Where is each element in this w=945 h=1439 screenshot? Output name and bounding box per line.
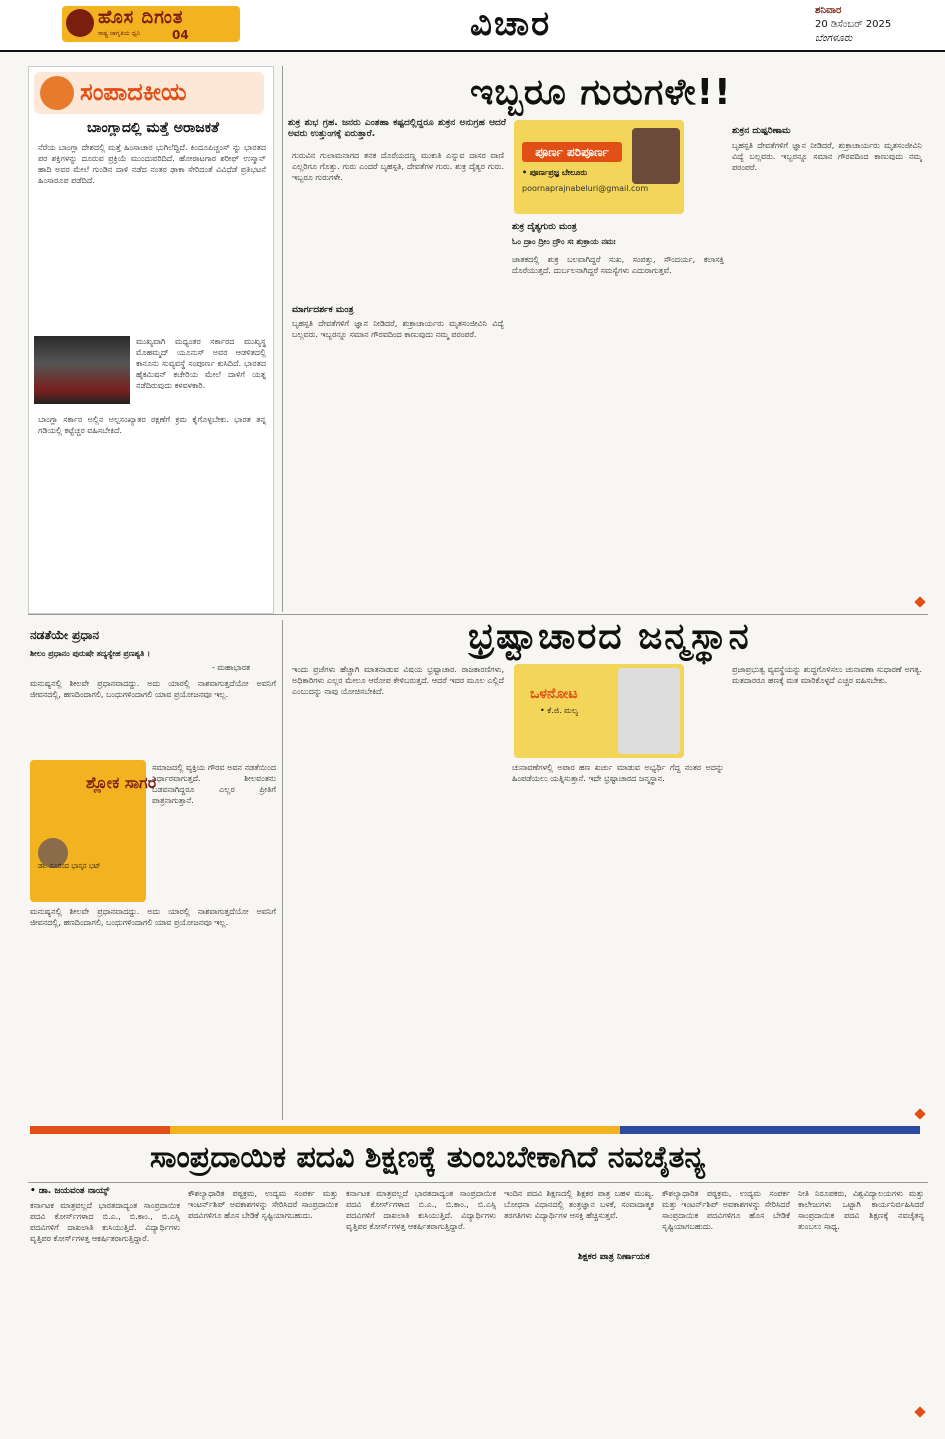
column2-author-photo <box>618 668 680 754</box>
date: 20 ಡಿಸೆಂಬರ್ 2025 <box>815 19 892 30</box>
day: ಶನಿವಾರ <box>815 5 842 16</box>
column1-headline: ಇಬ್ಬರೂ ಗುರುಗಳೇ!! <box>470 72 732 113</box>
column1-subhead-1: ಮಾರ್ಗದರ್ಶಕ ಮಂತ್ರ <box>292 305 354 315</box>
sloka-title: ಶ್ಲೋಕ ಸಾಗರ <box>86 773 157 792</box>
naite-body-3: ಮನುಷ್ಯನಲ್ಲಿ ಶೀಲವೇ ಪ್ರಧಾನವಾದದ್ದು. ಅದು ಯಾರಲ್ಲಿ ನಾಶವಾಗುತ್ತದೆಯೋ ಅವನಿಗೆ ಜೀವನದಲ್ಲಿ, ಹಣದಿಂದಾಗಲಿ, ಬಂಧುಗಳಿಂದಾಗಲಿ ಯಾವ ಪ್ರಯೋಜನವೂ ಇಲ್ಲ. <box>30 907 276 927</box>
column2-label: ಒಳನೋಟ <box>530 686 578 702</box>
section-title: ವಿಚಾರ <box>470 4 552 44</box>
naite-verse: ಶೀಲಂ ಪ್ರಧಾನಂ ಪುರುಷೇ ತದ್ಯಸ್ಯೇಹ ಪ್ರಣಶ್ಯತಿ । <box>30 649 151 658</box>
column1-label: ಪೂರ್ಣ ಪರಿಪೂರ್ಣ <box>522 142 622 162</box>
column1-body-2: ಬೃಹಸ್ಪತಿ ದೇವತೆಗಳಿಗೆ ಜ್ಞಾನ ನೀಡಿದರೆ, ಶುಕ್ರಾಚಾರ್ಯರು ಮೃತಸಂಜೀವಿನಿ ವಿದ್ಯೆ ಬಲ್ಲವರು. ಇಬ್ಬರನ್ನೂ ಸಮಾನ ಗೌರವದಿಂದ ಕಾಣುವುದು ನಮ್ಮ ಪರಂಪರೆ. <box>292 319 504 339</box>
bottom-body-6: ನೀತಿ ನಿರೂಪಕರು, ವಿಶ್ವವಿದ್ಯಾಲಯಗಳು ಮತ್ತು ಕಾಲೇಜುಗಳು ಒಟ್ಟಾಗಿ ಕಾರ್ಯನಿರ್ವಹಿಸಿದರೆ ಸಾಂಪ್ರದಾಯಿಕ ಪದವಿ ಶಿಕ್ಷಣಕ್ಕೆ ನವಚೈತನ್ಯ ತುಂಬಲು ಸಾಧ್ಯ. <box>798 1189 924 1231</box>
editorial-body-3: ಬಾಂಗ್ಲಾ ಸರ್ಕಾರ ಅಲ್ಲಿನ ಅಲ್ಪಸಂಖ್ಯಾತರ ರಕ್ಷಣೆಗೆ ಕ್ರಮ ಕೈಗೊಳ್ಳಬೇಕು. ಭಾರತ ತನ್ನ ಗಡಿಯಲ್ಲಿ ಕಟ್ಟೆಚ್ಚರ ವಹಿಸಬೇಕಿದೆ. <box>38 415 266 435</box>
column1-subhead-2: ಶುಕ್ರ ದೈತ್ಯಗುರು ಮಂತ್ರ <box>512 222 577 232</box>
logo-tagline: ರಾಷ್ಟ್ರ ಜಾಗೃತಿಯ ಧ್ವನಿ <box>98 30 141 37</box>
column2-author: • ಕೆ.ಜಿ. ಮಲ್ಯ <box>540 706 579 715</box>
sloka-author: ಡಾ. ನೂರಂದ ಭಾಸ್ಕರ ಭಟ್ <box>38 862 101 870</box>
color-bar-yellow <box>170 1126 620 1134</box>
naite-body-1: ಮನುಷ್ಯನಲ್ಲಿ ಶೀಲವೇ ಪ್ರಧಾನವಾದದ್ದು. ಅದು ಯಾರಲ್ಲಿ ನಾಶವಾಗುತ್ತದೆಯೋ ಅವನಿಗೆ ಜೀವನದಲ್ಲಿ, ಹಣದಿಂದಾಗಲಿ, ಬಂಧುಗಳಿಂದಾಗಲಿ ಯಾವ ಪ್ರಯೋಜನವೂ ಇಲ್ಲ. <box>30 679 276 699</box>
editorial-emblem-icon <box>40 76 74 110</box>
column-divider <box>282 66 283 612</box>
date-block <box>815 4 940 46</box>
bottom-body-1: ಕರ್ನಾಟಕ ಮಾತ್ರವಲ್ಲದೆ ಭಾರತದಾದ್ಯಂತ ಸಾಂಪ್ರದಾಯಿಕ ಪದವಿ ಕೋರ್ಸ್‌ಗಳಾದ ಬಿ.ಎ., ಬಿ.ಕಾಂ., ಬಿ.ಎಸ್ಸಿ ಪದವಿಗಳಿಗೆ ದಾಖಲಾತಿ ಕುಸಿಯುತ್ತಿದೆ. ವಿದ್ಯಾರ್ಥಿಗಳು ವೃತ್ತಿಪರ ಕೋರ್ಸ್‌ಗಳತ್ತ ಆಕರ್ಷಿತರಾಗುತ್ತಿದ್ದಾರೆ. <box>30 1201 180 1243</box>
naite-title: ನಡತೆಯೇ ಪ್ರಧಾನ <box>30 628 100 642</box>
bottom-divider <box>28 1182 928 1183</box>
bottom-body-4: ಇಂದಿನ ಪದವಿ ಶಿಕ್ಷಣದಲ್ಲಿ ಶಿಕ್ಷಕರ ಪಾತ್ರ ಬಹಳ ಮುಖ್ಯ. ಬೋಧನಾ ವಿಧಾನದಲ್ಲಿ ತಂತ್ರಜ್ಞಾನ ಬಳಕೆ, ಸಂವಾದಾತ್ಮಕ ತರಗತಿಗಳು ವಿದ್ಯಾರ್ಥಿಗಳ ಆಸಕ್ತಿ ಹೆಚ್ಚಿಸುತ್ತವೆ. <box>504 1189 654 1220</box>
column1-email: poornaprajnabeluri@gmail.com <box>522 184 649 193</box>
editorial-photo <box>34 336 130 404</box>
column1-body-1: ಗುರುವಿನ ಗುಲಾಮನಾಗದ ತನಕ ದೊರೆಯದಣ್ಣ ಮುಕುತಿ ಎನ್ನುವ ದಾಸರ ವಾಣಿ ಎಲ್ಲರಿಗೂ ಗೊತ್ತು. ಗುರು ಎಂದರೆ ಬೃಹಸ್ಪತಿ, ದೇವತೆಗಳ ಗುರು. ಶುಕ್ರ ದೈತ್ಯರ ಗುರು. ಇಬ್ಬರೂ ಗುರುಗಳೇ. <box>292 151 504 182</box>
column1-author: • ಪೂರ್ಣಪ್ರಜ್ಞ ಬೇಲೂರು <box>522 168 588 177</box>
naite-source: - ಮಹಾಭಾರತ <box>212 663 251 672</box>
editorial-headline: ಬಾಂಗ್ಲಾದಲ್ಲಿ ಮತ್ತೆ ಅರಾಜಕತೆ <box>86 120 219 136</box>
editorial-banner-label: ಸಂಪಾದಕೀಯ <box>80 78 187 106</box>
column2-body-3: ಪ್ರಜಾಪ್ರಭುತ್ವ ವ್ಯವಸ್ಥೆಯನ್ನು ಶುದ್ಧಗೊಳಿಸಲು ಚುನಾವಣಾ ಸುಧಾರಣೆ ಅಗತ್ಯ. ಮತದಾರರೂ ಹಣಕ್ಕೆ ಮತ ಮಾರಿಕೊಳ್ಳದೆ ಎಚ್ಚರ ವಹಿಸಬೇಕು. <box>732 665 922 685</box>
color-bar-red <box>30 1126 170 1134</box>
bottom-author: • ಡಾ. ಜಯವಂತ ನಾಯ್ಕ್ <box>30 1186 110 1196</box>
editorial-body-1: ನೆರೆಯ ಬಾಂಗ್ಲಾ ದೇಶದಲ್ಲಿ ಮತ್ತೆ ಹಿಂಸಾಚಾರ ಭುಗಿಲೆದ್ದಿದೆ. ಕಿಂದೂಪಿಚ್ಚಂಸ್ ನ್ನು ಭಾರತದ ಪರ ಶಕ್ತಿಗಳನ್ನು ದೂರುವ ಪ್ರಕ್ರಿಯೆ ಮುಂದುವರಿದಿದೆ. ಹೋರಾಟಗಾರ ಶರೀಫ್ ಉಸ್ಮಾನ್ ಹಾದಿ ಅವರ ಮೇಲೆ ಗುಂಡಿನ ದಾಳಿ ನಡೆದ ನಂತರ ಢಾಕಾ ಸೇರಿದಂತೆ ವಿವಿಧೆಡೆ ಪ್ರತಿಭಟನೆ ಹಿಂಸಾರೂಪ ಪಡೆದಿದೆ. <box>38 143 266 185</box>
column1-body-3: ಜಾತಕದಲ್ಲಿ ಶುಕ್ರ ಬಲವಾಗಿದ್ದರೆ ಸುಖ, ಸಂಪತ್ತು, ಸೌಂದರ್ಯ, ಕಲಾಸಕ್ತಿ ದೊರೆಯುತ್ತದೆ. ದುರ್ಬಲನಾಗಿದ್ದರೆ ಸಮಸ್ಯೆಗಳು ಎದುರಾಗುತ್ತವೆ. <box>512 255 724 275</box>
column1-subhead-3: ಶುಕ್ರನ ದುಷ್ಪರಿಣಾಮ <box>732 126 791 136</box>
bottom-headline: ಸಾಂಪ್ರದಾಯಿಕ ಪದವಿ ಶಿಕ್ಷಣಕ್ಕೆ ತುಂಬಬೇಕಾಗಿದೆ ನವಚೈತನ್ಯ <box>150 1140 706 1175</box>
column1-intro: ಶುಕ್ರ ಶುಭ ಗ್ರಹ. ಜನರು ಎಂತಹಾ ಕಷ್ಟದಲ್ಲಿದ್ದರೂ ಶುಕ್ರನ ಅನುಗ್ರಹ ಆದರೆ ಅವರು ಉತ್ತುಂಗಕ್ಕೆ ಏರುತ್ತಾರೆ. <box>288 118 506 139</box>
logo-text: ಹೊಸ ದಿಗಂತ <box>98 7 184 28</box>
color-bar-blue <box>620 1126 920 1134</box>
bottom-body-5: ಕೌಶಲ್ಯಾಧಾರಿತ ಪಠ್ಯಕ್ರಮ, ಉದ್ಯಮ ಸಂಪರ್ಕ ಮತ್ತು ಇಂಟರ್ನ್‌ಶಿಪ್ ಅವಕಾಶಗಳನ್ನು ಸೇರಿಸಿದರೆ ಸಾಂಪ್ರದಾಯಿಕ ಪದವಿಗಳಿಗೂ ಹೊಸ ಬೇಡಿಕೆ ಸೃಷ್ಟಿಯಾಗಬಹುದು. <box>662 1189 790 1231</box>
column-divider-2 <box>282 620 283 1120</box>
city: ಬೆಂಗಳೂರು <box>815 33 853 44</box>
bottom-subhead: ಶಿಕ್ಷಕರ ಪಾತ್ರ ನಿರ್ಣಾಯಕ <box>578 1252 650 1262</box>
editorial-body-2: ಮುಖ್ಯವಾಗಿ ಮಧ್ಯಂತರ ಸರ್ಕಾರದ ಮುಖ್ಯಸ್ಥ ಮೊಹಮ್ಮದ್ ಯೂನುಸ್ ಅವರ ಆಡಳಿತದಲ್ಲಿ ಕಾನೂನು ಸುವ್ಯವಸ್ಥೆ ಸಂಪೂರ್ಣ ಕುಸಿದಿದೆ. ಭಾರತದ ಹೈಕಮಿಷನ್ ಕಚೇರಿಯ ಮೇಲೆ ದಾಳಿಗೆ ಯತ್ನ ನಡೆದಿರುವುದು ಕಳವಳಕಾರಿ. <box>136 337 266 390</box>
column2-body-1: ಇಂದು ಪ್ರಜೆಗಳು ಹೆಚ್ಚಾಗಿ ಮಾತನಾಡುವ ವಿಷಯ ಭ್ರಷ್ಟಾಚಾರ. ರಾಜಕಾರಣಿಗಳು, ಅಧಿಕಾರಿಗಳು ಎಲ್ಲರ ಮೇಲೂ ಆರೋಪ ಕೇಳಿಬರುತ್ತದೆ. ಆದರೆ ಇದರ ಮೂಲ ಎಲ್ಲಿದೆ ಎಂಬುದನ್ನು ನಾವು ಯೋಚಿಸಬೇಕಿದೆ. <box>292 665 504 696</box>
column1-author-photo <box>632 128 680 184</box>
section-divider <box>28 614 928 615</box>
logo-emblem-icon <box>66 9 94 37</box>
bottom-body-2: ಕೌಶಲ್ಯಾಧಾರಿತ ಪಠ್ಯಕ್ರಮ, ಉದ್ಯಮ ಸಂಪರ್ಕ ಮತ್ತು ಇಂಟರ್ನ್‌ಶಿಪ್ ಅವಕಾಶಗಳನ್ನು ಸೇರಿಸಿದರೆ ಸಾಂಪ್ರದಾಯಿಕ ಪದವಿಗಳಿಗೂ ಹೊಸ ಬೇಡಿಕೆ ಸೃಷ್ಟಿಯಾಗಬಹುದು. <box>188 1189 338 1220</box>
column1-body-4: ಬೃಹಸ್ಪತಿ ದೇವತೆಗಳಿಗೆ ಜ್ಞಾನ ನೀಡಿದರೆ, ಶುಕ್ರಾಚಾರ್ಯರು ಮೃತಸಂಜೀವಿನಿ ವಿದ್ಯೆ ಬಲ್ಲವರು. ಇಬ್ಬರನ್ನೂ ಸಮಾನ ಗೌರವದಿಂದ ಕಾಣುವುದು ನಮ್ಮ ಪರಂಪರೆ. <box>732 141 922 172</box>
column1-mantra: ಓಂ ದ್ರಾಂ ದ್ರೀಂ ದ್ರೌಂ ಸಃ ಶುಕ್ರಾಯ ನಮಃ <box>512 237 616 246</box>
naite-body-2: ಸಮಾಜದಲ್ಲಿ ವ್ಯಕ್ತಿಯ ಗೌರವ ಅವನ ನಡತೆಯಿಂದ ನಿರ್ಧಾರವಾಗುತ್ತದೆ. ಶೀಲವಂತನು ಬಡವನಾಗಿದ್ದರೂ ಎಲ್ಲರ ಪ್ರೀತಿಗೆ ಪಾತ್ರನಾಗುತ್ತಾನೆ. <box>152 763 276 805</box>
bottom-body-3: ಕರ್ನಾಟಕ ಮಾತ್ರವಲ್ಲದೆ ಭಾರತದಾದ್ಯಂತ ಸಾಂಪ್ರದಾಯಿಕ ಪದವಿ ಕೋರ್ಸ್‌ಗಳಾದ ಬಿ.ಎ., ಬಿ.ಕಾಂ., ಬಿ.ಎಸ್ಸಿ ಪದವಿಗಳಿಗೆ ದಾಖಲಾತಿ ಕುಸಿಯುತ್ತಿದೆ. ವಿದ್ಯಾರ್ಥಿಗಳು ವೃತ್ತಿಪರ ಕೋರ್ಸ್‌ಗಳತ್ತ ಆಕರ್ಷಿತರಾಗುತ್ತಿದ್ದಾರೆ. <box>346 1189 496 1231</box>
page-number: 04 <box>172 28 189 42</box>
column2-headline: ಭ್ರಷ್ಟಾಚಾರದ ಜನ್ಮಸ್ಥಾನ <box>468 616 751 657</box>
column2-body-2: ಚುನಾವಣೆಗಳಲ್ಲಿ ಅಪಾರ ಹಣ ಖರ್ಚು ಮಾಡುವ ಅಭ್ಯರ್ಥಿ ಗೆದ್ದ ನಂತರ ಅದನ್ನು ಹಿಂಪಡೆಯಲು ಯತ್ನಿಸುತ್ತಾನೆ. ಇದೇ ಭ್ರಷ್ಟಾಚಾರದ ಜನ್ಮಸ್ಥಾನ. <box>512 763 724 783</box>
